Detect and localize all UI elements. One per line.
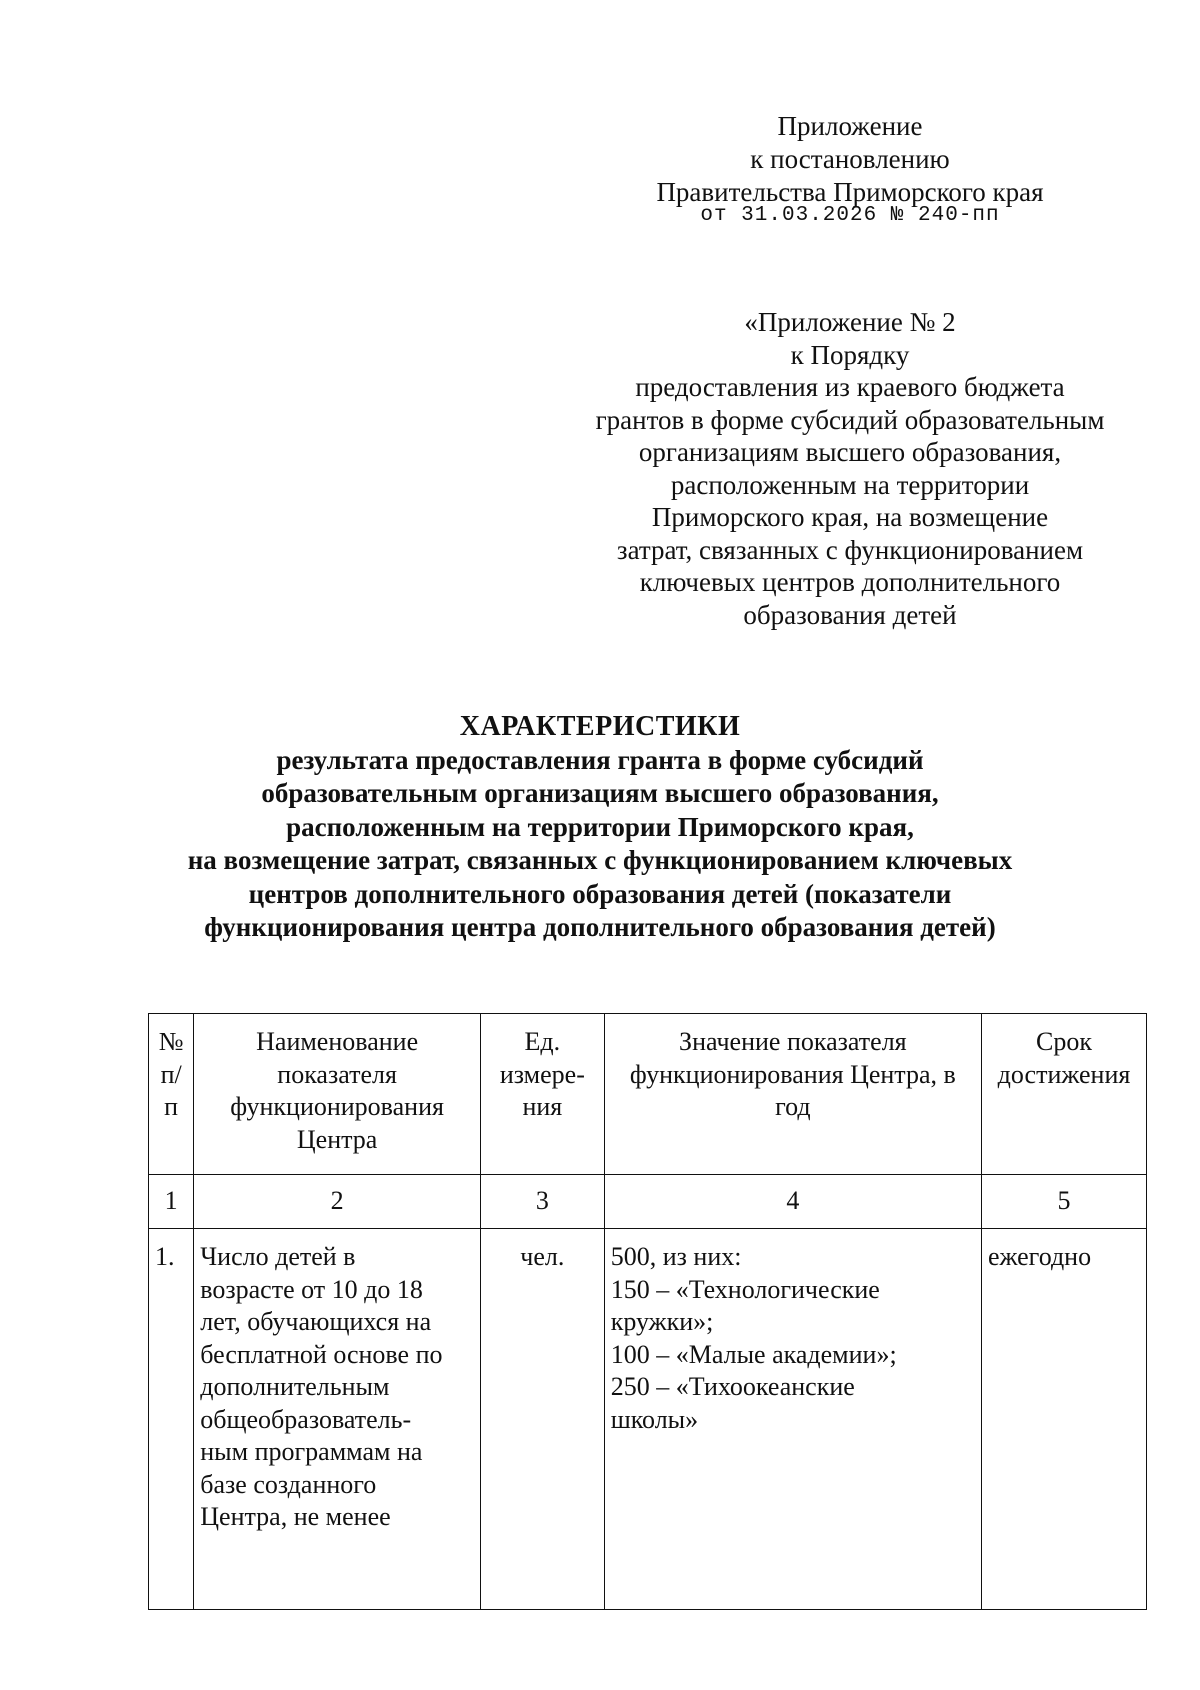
column-number-cell: 2 (194, 1175, 481, 1229)
indicator-name-line: дополнительным (200, 1372, 390, 1401)
title-line: центров дополнительного образования детей (показатели (248, 878, 952, 909)
header-text: год (775, 1092, 811, 1121)
indicator-name-line: базе созданного (200, 1469, 377, 1499)
document-title (120, 710, 1080, 945)
appendix-line: «Приложение № 2 (744, 307, 956, 337)
indicator-value-line: 100 – «Малые академии»; (610, 1339, 897, 1369)
indicator-name (194, 1229, 481, 1610)
indicator-name-line: возрасте от 10 до 18 (200, 1274, 423, 1304)
header-text: функционирования (230, 1092, 444, 1121)
resolution-number: от 31.03.2026 № 240-пп (700, 204, 1000, 227)
table-row (149, 1229, 1147, 1610)
title-line: расположенным на территории Приморского края, (286, 811, 914, 842)
header-text: Наименование (256, 1027, 419, 1056)
indicator-value-line: 150 – «Технологические (610, 1274, 880, 1304)
column-number-row (149, 1175, 1147, 1229)
header-text: функционирования Центра, в (629, 1059, 956, 1089)
header-cell-unit (480, 1014, 604, 1175)
indicator-value-line: кружки»; (610, 1307, 714, 1336)
column-number-cell: 1 (149, 1175, 194, 1229)
stamp-line: Правительства Приморского края (656, 177, 1044, 207)
column-number-cell: 3 (480, 1175, 604, 1229)
stamp-line: к постановлению (750, 144, 950, 174)
header-text: Срок (1036, 1027, 1092, 1056)
appendix-line: ключевых центров дополнительного (639, 567, 1061, 597)
column-number-cell: 4 (604, 1175, 981, 1229)
header-text: ния (522, 1092, 563, 1121)
header-text: Значение показателя (679, 1027, 907, 1056)
appendix-line: предоставления из краевого бюджета (635, 372, 1065, 402)
indicator-value-line: школы» (610, 1404, 699, 1434)
indicator-name-line: ным программам на (200, 1437, 423, 1466)
title-main: ХАРАКТЕРИСТИКИ (459, 711, 741, 742)
appendix-line: грантов в форме субсидий образовательным (595, 404, 1105, 435)
title-line: образовательным организациям высшего образования, (261, 778, 939, 808)
header-cell-number (149, 1014, 194, 1175)
title-line: на возмещение затрат, связанных с функционированием ключевых (187, 845, 1013, 875)
deadline: ежегодно (981, 1229, 1146, 1610)
stamp-line: Приложение (777, 111, 923, 141)
title-line: функционирования центра дополнительного образования детей) (204, 912, 996, 942)
appendix-line: затрат, связанных с функционированием (616, 534, 1084, 565)
header-text: № (158, 1027, 184, 1056)
header-cell-deadline (981, 1014, 1146, 1175)
column-number-cell: 5 (981, 1175, 1146, 1229)
indicator-value (604, 1229, 981, 1610)
resolution-appendix-stamp (600, 110, 1100, 227)
indicator-name-line: общеобразователь- (200, 1404, 412, 1434)
header-text: достижения (997, 1059, 1131, 1089)
indicators-table (148, 1013, 1147, 1610)
header-text: п (164, 1092, 179, 1121)
appendix-line: образования детей (743, 599, 957, 630)
header-cell-indicator-name (194, 1014, 481, 1175)
row-number: 1. (149, 1229, 194, 1610)
header-cell-value (604, 1014, 981, 1175)
unit-of-measure: чел. (480, 1229, 604, 1610)
appendix-line: к Порядку (790, 339, 910, 370)
table-header-row (149, 1014, 1147, 1175)
header-text: п/ (160, 1059, 182, 1089)
header-text: измере- (499, 1059, 585, 1089)
appendix-line: Приморского края, на возмещение (651, 502, 1049, 532)
indicator-name-line: Центра, не менее (200, 1502, 391, 1531)
indicator-name-line: Число детей в (200, 1242, 356, 1271)
header-text: показателя (277, 1059, 397, 1089)
indicator-name-line: лет, обучающихся на (200, 1307, 432, 1336)
appendix-line: расположенным на территории (670, 469, 1030, 500)
appendix-line: организациям высшего образования, (638, 437, 1062, 467)
header-text: Ед. (524, 1027, 561, 1056)
indicator-value-line: 500, из них: (610, 1242, 742, 1271)
indicator-name-line: бесплатной основе по (200, 1339, 443, 1369)
indicator-value-line: 250 – «Тихоокеанские (610, 1372, 855, 1401)
procedure-appendix-heading (560, 306, 1140, 631)
header-text: Центра (296, 1124, 378, 1154)
title-line: результата предоставления гранта в форме субсидий (276, 744, 924, 775)
